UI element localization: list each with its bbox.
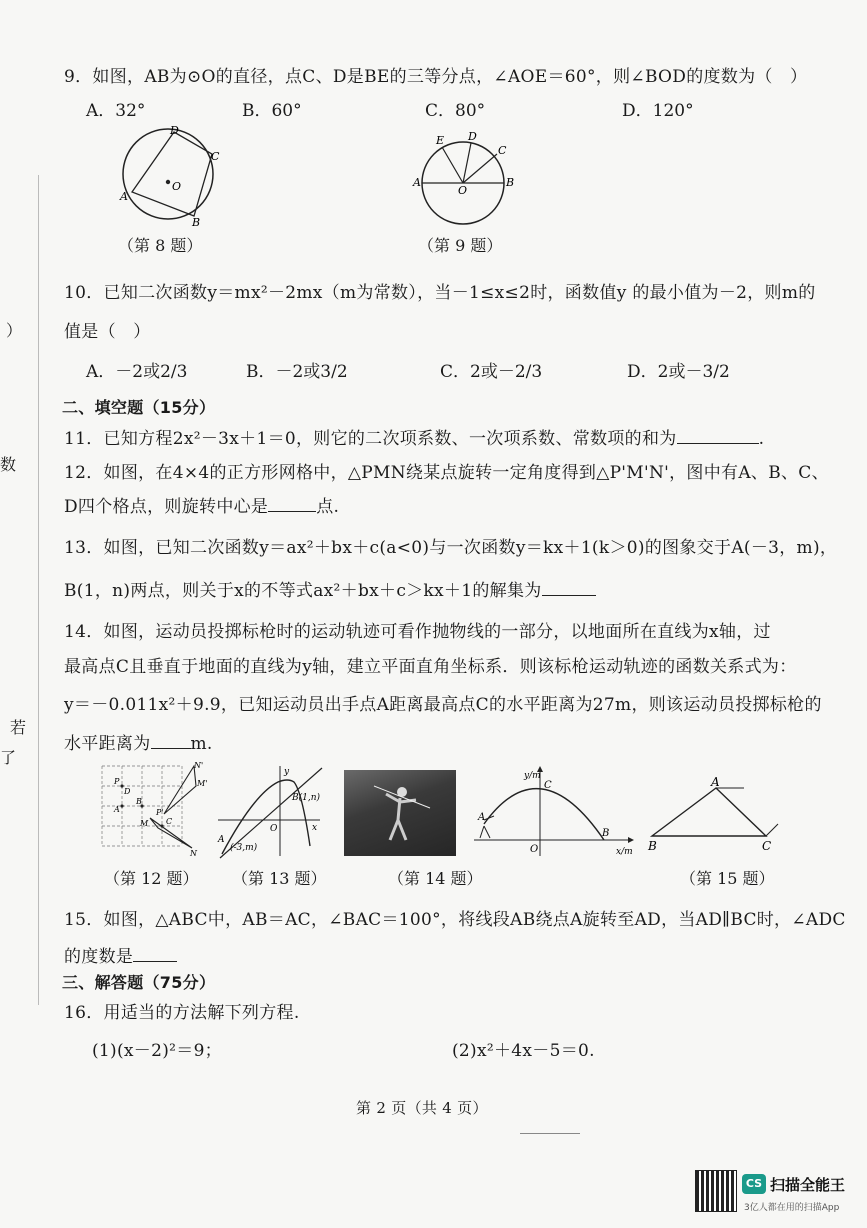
fig9-label: E <box>436 134 445 147</box>
q10-option-d: D．2或－3/2 <box>627 362 730 382</box>
fig8-label: C <box>211 150 220 163</box>
fig14-label: A <box>478 812 486 823</box>
fig13-label: B(1,n) <box>292 793 321 803</box>
fig13-label: x <box>312 823 318 833</box>
figure-15 <box>644 774 796 854</box>
q10-option-a: A．－2或2/3 <box>86 362 188 382</box>
question-14-line2: 最高点C且垂直于地面的直线为y轴，建立平面直角坐标系．则该标枪运动轨迹的函数关系式为： <box>64 657 797 677</box>
fig12-label: N <box>190 849 197 858</box>
edge-fragment: 了 <box>0 748 17 767</box>
fig9-label: O <box>458 184 468 197</box>
question-14-end: m. <box>190 734 213 754</box>
fig12-label: D <box>124 787 131 796</box>
scan-mark <box>520 1133 580 1134</box>
section-heading-answers: 三、解答题（75分） <box>62 973 216 992</box>
caption-fig13: （第 13 题） <box>232 869 327 888</box>
question-14-text: 水平距离为 <box>64 734 151 754</box>
fig12-label: M <box>140 819 149 828</box>
fig12-label: M' <box>197 779 208 788</box>
fig13-label: A <box>218 835 225 845</box>
q10-option-b: B．－2或3/2 <box>246 362 348 382</box>
fig12-label: P' <box>156 808 164 817</box>
scanner-name: 扫描全能王 <box>770 1176 846 1194</box>
question-16-stem: 16．用适当的方法解下列方程. <box>64 1003 300 1023</box>
fig13-label: y <box>284 767 290 777</box>
answer-blank <box>133 947 177 962</box>
fig12-label: B <box>136 797 142 806</box>
fig12-label: N' <box>194 761 204 770</box>
caption-fig14: （第 14 题） <box>388 869 483 888</box>
figure-9 <box>410 128 520 228</box>
fig14-label: x/m <box>616 847 633 857</box>
question-15-text: 的度数是 <box>64 947 134 967</box>
edge-fragment: ） <box>6 321 23 340</box>
answer-blank <box>268 497 316 512</box>
scanner-tagline: 3亿人都在用的扫描App <box>744 1203 840 1213</box>
qr-code-icon <box>695 1170 737 1212</box>
question-10-line1: 10．已知二次函数y＝mx²－2mx（m为常数），当－1≤x≤2时，函数值y 的最小值为－2，则m的 <box>64 283 816 303</box>
q9-option-b: B．60° <box>242 101 302 121</box>
question-12-line1: 12．如图，在4×4的正方形网格中，△PMN绕某点旋转一定角度得到△P'M'N'，图中有A、B、C、 <box>64 463 829 483</box>
figure-14-trajectory <box>470 764 636 860</box>
question-14-line4 <box>64 729 213 754</box>
fig15-label: B <box>648 839 657 853</box>
fig14-label: C <box>544 780 552 791</box>
caption-fig9: （第 9 题） <box>418 236 503 255</box>
question-9-stem: 9．如图，AB为⊙O的直径，点C、D是BE的三等分点，∠AOE＝60°，则∠BOD的度数为（ ） <box>64 67 808 87</box>
question-16-part1: (1)(x－2)²＝9； <box>92 1041 222 1061</box>
question-11: 11．已知方程2x²－3x＋1＝0，则它的二次项系数、一次项系数、常数项的和为 . <box>64 429 765 449</box>
answer-blank <box>677 429 759 444</box>
q10-option-c: C．2或－2/3 <box>440 362 543 382</box>
scanner-logo-icon: CS <box>742 1174 766 1194</box>
javelin-thrower-photo <box>344 770 456 856</box>
question-14-line1: 14．如图，运动员投掷标枪时的运动轨迹可看作抛物线的一部分，以地面所在直线为x轴，过 <box>64 622 771 642</box>
question-11-text: 11．已知方程2x²－3x＋1＝0，则它的二次项系数、一次项系数、常数项的和为 <box>64 429 677 449</box>
fig9-label: B <box>506 176 515 189</box>
fig8-label: O <box>172 180 182 193</box>
question-13-line1: 13．如图，已知二次函数y＝ax²＋bx＋c(a<0)与一次函数y＝kx＋1(k＞0)的图象交于A(－3，m)， <box>64 538 838 558</box>
fig12-label: A <box>114 805 120 814</box>
question-13-text: B(1，n)两点，则关于x的不等式ax²＋bx＋c＞kx＋1的解集为 <box>64 581 542 601</box>
caption-fig8: （第 8 题） <box>118 236 203 255</box>
answer-blank <box>542 581 596 596</box>
fig9-label: C <box>498 144 507 157</box>
fig14-label: y/m <box>524 771 541 781</box>
fig12-label: C <box>166 817 173 826</box>
question-15-line1: 15．如图，△ABC中，AB＝AC，∠BAC＝100°，将线段AB绕点A旋转至AD，当AD∥BC时，∠ADC <box>64 910 846 930</box>
answer-blank <box>151 734 191 749</box>
fig12-label: P <box>114 777 120 786</box>
question-12-text: D四个格点，则旋转中心是 <box>64 497 269 517</box>
fig8-label: B <box>192 216 201 229</box>
question-10-line2: 值是（ ） <box>64 322 151 342</box>
q9-option-c: C．80° <box>425 101 486 121</box>
fig8-label: D <box>170 124 179 137</box>
q9-option-d: D．120° <box>622 101 694 121</box>
page-fold-line <box>38 175 39 1005</box>
caption-fig15: （第 15 题） <box>680 869 775 888</box>
caption-fig12: （第 12 题） <box>104 869 199 888</box>
edge-fragment: 数 <box>0 455 17 474</box>
figure-12 <box>98 762 206 858</box>
page-footer: 第 2 页（共 4 页） <box>356 1099 488 1117</box>
question-13-line2 <box>64 576 596 601</box>
figure-13 <box>214 762 326 858</box>
fig13-label: O <box>270 824 278 834</box>
section-heading-fill-in: 二、填空题（15分） <box>62 398 216 417</box>
fig8-label: A <box>120 190 128 203</box>
question-14-line3: y＝－0.011x²＋9.9，已知运动员出手点A距离最高点C的水平距离为27m，则该运动员投掷标枪的 <box>64 695 822 715</box>
fig9-label: D <box>468 130 477 143</box>
edge-fragment: 若 <box>10 718 27 737</box>
fig15-label: A <box>711 775 720 789</box>
q9-option-a: A．32° <box>86 101 146 121</box>
question-12-end: 点. <box>316 497 340 517</box>
figure-8 <box>112 124 232 228</box>
question-12-line2 <box>64 492 339 517</box>
fig13-label: (-3,m) <box>230 843 258 853</box>
thrower-silhouette-icon <box>344 770 456 856</box>
fig9-label: A <box>413 176 421 189</box>
fig15-label: C <box>762 839 772 853</box>
question-16-part2: (2)x²＋4x－5＝0. <box>452 1041 595 1061</box>
question-15-line2 <box>64 942 177 967</box>
fig14-label: B <box>602 828 610 839</box>
fig14-label: O <box>530 844 539 855</box>
